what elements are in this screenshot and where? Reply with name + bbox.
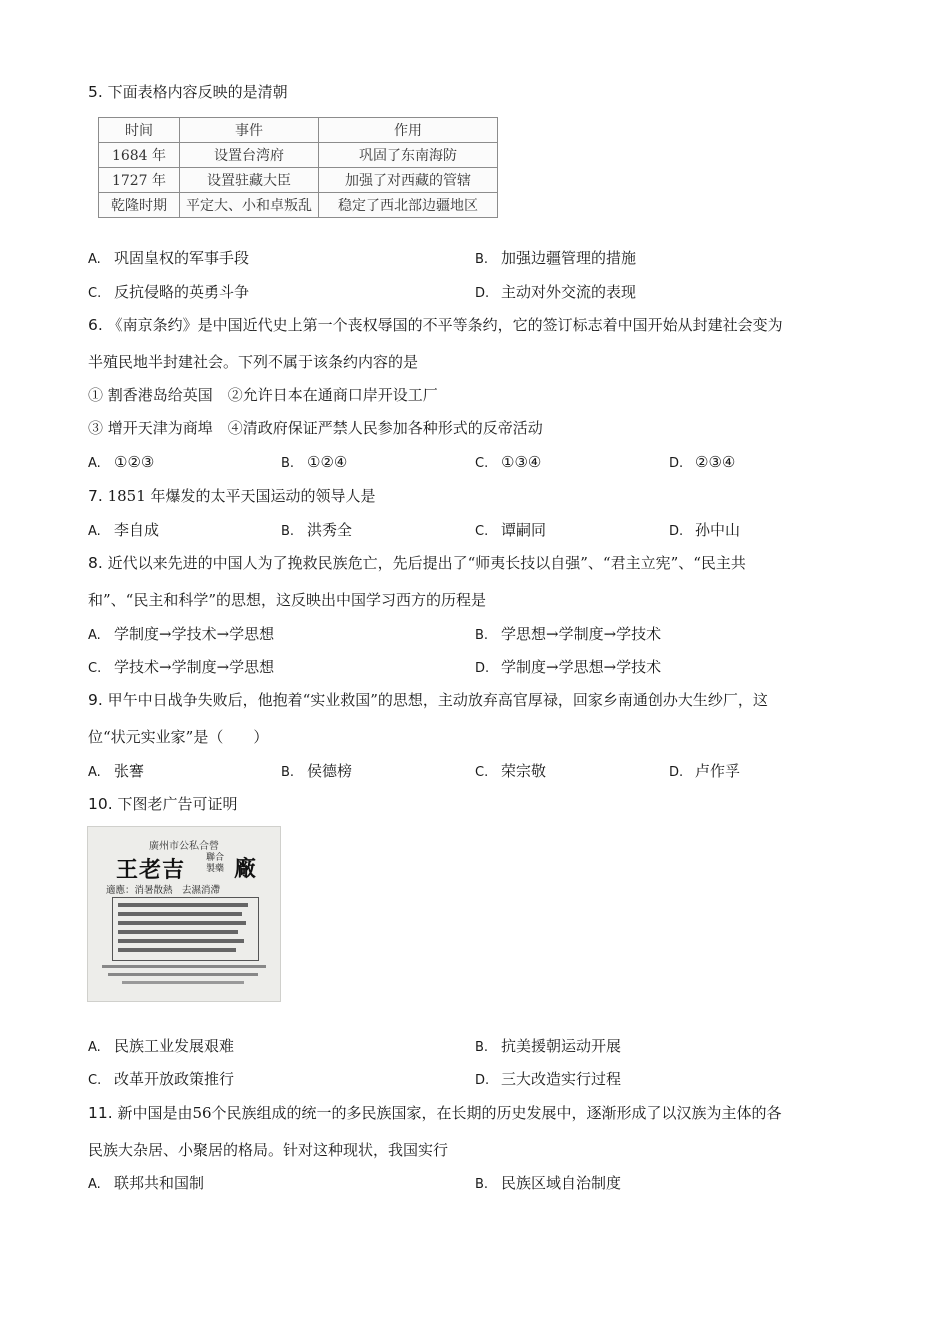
ad-product-line [118,939,244,943]
option-text: 联邦共和国制 [114,1174,205,1192]
q9-option-c[interactable] [475,761,546,783]
option-label: C. [475,456,489,471]
option-text: 孙中山 [695,521,741,539]
option-label: D. [669,524,684,539]
q11-option-a[interactable] [88,1173,204,1195]
ad-product-line [118,903,248,907]
q8-option-c[interactable] [88,657,274,679]
table-cell: 1727 年 [99,168,180,193]
option-label: C. [475,524,489,539]
table-header-row [99,118,498,143]
option-text: 学思想→学制度→学技术 [501,625,662,643]
q8-option-a[interactable] [88,624,274,646]
table-cell: 1684 年 [99,143,180,168]
question-number: 5. [88,83,103,101]
q5-option-c[interactable] [88,282,249,304]
question-text: 新中国是由56个民族组成的统一的多民族国家，在长期的历史发展中，逐渐形成了以汉族为主体的各 [117,1104,782,1122]
q8-option-d[interactable] [475,657,661,679]
option-label: C. [88,1073,102,1088]
option-label: B. [475,1177,489,1192]
option-label: D. [669,765,684,780]
q9-option-a[interactable] [88,761,144,783]
question-text: 甲午中日战争失败后，他抱着“实业救国”的思想，主动放弃高官厚禄，回家乡南通创办大生纱厂，这 [107,691,768,709]
option-text: 学制度→学思想→学技术 [501,658,662,676]
ad-factory-text: 廠 [234,856,257,882]
option-label: A. [88,628,101,643]
option-label: A. [88,456,101,471]
table-cell: 加强了对西藏的管辖 [319,168,498,193]
q6-option-a[interactable] [88,452,154,474]
question-text: 和”、“民主和科学”的思想，这反映出中国学习西方的历程是 [88,591,487,609]
item-text: ① 割香港岛给英国 ②允许日本在通商口岸开设工厂 [88,386,438,404]
ad-footer-line [102,965,266,968]
ad-product-line [118,912,242,916]
table-header-cell: 时间 [99,118,180,143]
question-number: 9. [88,691,103,709]
table-row [99,143,498,168]
option-label: A. [88,765,101,780]
question-text: 近代以来先进的中国人为了挽救民族危亡，先后提出了“师夷长技以自强”、“君主立宪”、“民主共 [107,554,746,572]
option-text: ②③④ [695,453,736,471]
option-label: B. [475,628,489,643]
question-5-table [98,117,498,218]
q5-option-d[interactable] [475,282,636,304]
question-number: 11. [88,1104,113,1122]
question-text: 《南京条约》是中国近代史上第一个丧权辱国的不平等条约，它的签订标志着中国开始从封建社会变为 [107,316,783,334]
q5-option-a[interactable] [88,248,249,270]
table-cell: 设置台湾府 [180,143,319,168]
question-number: 8. [88,554,103,572]
ad-header-text: 廣州市公私合營 [149,841,219,852]
option-text: 反抗侵略的英勇斗争 [114,283,250,301]
option-text: 加强边疆管理的措施 [501,249,637,267]
ad-sub-text: 聯合 製藥 [206,853,225,874]
question-number: 6. [88,316,103,334]
table-cell: 平定大、小和卓叛乱 [180,193,319,218]
option-label: A. [88,252,101,267]
option-label: B. [475,252,489,267]
option-label: B. [281,456,295,471]
question-8-stem-cont [88,590,486,610]
question-number: 7. [88,487,103,505]
q11-option-b[interactable] [475,1173,621,1195]
option-text: 学制度→学技术→学思想 [114,625,275,643]
question-text: 民族大杂居、小聚居的格局。针对这种现状，我国实行 [88,1141,449,1159]
q10-option-b[interactable] [475,1036,621,1058]
ad-use-text: 適應：消暑散熱 去濕消滯 [106,885,221,896]
ad-product-line [118,930,238,934]
question-5-stem [88,82,288,102]
question-text: 下面表格内容反映的是清朝 [107,83,288,101]
option-text: 民族区域自治制度 [501,1174,622,1192]
option-text: 洪秀全 [307,521,353,539]
option-text: ①③④ [501,453,542,471]
option-text: 卢作孚 [695,762,741,780]
item-text: ③ 增开天津为商埠 ④清政府保证严禁人民参加各种形式的反帝活动 [88,419,543,437]
option-text: 巩固皇权的军事手段 [114,249,250,267]
option-label: D. [475,661,490,676]
question-text: 1851 年爆发的太平天国运动的领导人是 [107,487,376,505]
q7-option-b[interactable] [281,520,352,542]
q10-option-a[interactable] [88,1036,234,1058]
q10-option-c[interactable] [88,1069,234,1091]
question-6-items-2 [88,418,543,438]
question-7-stem [88,486,376,506]
table-cell: 巩固了东南海防 [319,143,498,168]
option-label: D. [475,286,490,301]
option-label: A. [88,524,101,539]
option-label: A. [88,1040,101,1055]
question-6-stem-cont [88,352,418,372]
option-text: 学技术→学制度→学思想 [114,658,275,676]
option-text: 侯德榜 [307,762,353,780]
ad-brand-text: 王老吉 [116,857,186,883]
question-11-stem [88,1103,782,1123]
question-text: 位“状元实业家”是（ ） [88,728,269,746]
question-10-stem [88,794,237,814]
table-header-cell: 作用 [319,118,498,143]
option-label: B. [475,1040,489,1055]
q9-option-d[interactable] [669,761,740,783]
question-number: 10. [88,795,113,813]
ad-footer-line [122,981,244,984]
q10-option-d[interactable] [475,1069,621,1091]
option-text: 李自成 [114,521,160,539]
question-6-items-1 [88,385,438,405]
question-9-stem [88,690,768,710]
question-11-stem-cont [88,1140,448,1160]
q5-option-b[interactable] [475,248,636,270]
question-9-stem-cont [88,727,268,747]
table-row [99,168,498,193]
option-label: D. [669,456,684,471]
option-text: 抗美援朝运动开展 [501,1037,622,1055]
option-label: B. [281,765,295,780]
option-text: 改革开放政策推行 [114,1070,235,1088]
option-text: 民族工业发展艰难 [114,1037,235,1055]
option-text: 谭嗣同 [501,521,547,539]
option-label: D. [475,1073,490,1088]
option-text: ①②③ [114,453,155,471]
option-label: C. [88,286,102,301]
q7-option-d[interactable] [669,520,740,542]
q9-option-b[interactable] [281,761,352,783]
table-row [99,193,498,218]
option-text: 主动对外交流的表现 [501,283,637,301]
option-label: C. [475,765,489,780]
ad-product-line [118,921,246,925]
q7-option-c[interactable] [475,520,546,542]
q8-option-b[interactable] [475,624,661,646]
table-header-cell: 事件 [180,118,319,143]
q7-option-a[interactable] [88,520,159,542]
question-text: 下图老广告可证明 [117,795,238,813]
question-8-stem [88,553,746,573]
option-text: ①②④ [307,453,348,471]
ad-product-line [118,948,236,952]
q6-option-b[interactable] [281,452,347,474]
question-6-stem [88,315,783,335]
question-text: 半殖民地半封建社会。下列不属于该条约内容的是 [88,353,419,371]
option-text: 荣宗敬 [501,762,547,780]
table-cell: 设置驻藏大臣 [180,168,319,193]
option-label: C. [88,661,102,676]
ad-footer-line [108,973,258,976]
table-cell: 乾隆时期 [99,193,180,218]
option-label: A. [88,1177,101,1192]
old-advertisement-image [87,826,281,1002]
table-cell: 稳定了西北部边疆地区 [319,193,498,218]
option-label: B. [281,524,295,539]
q6-option-d[interactable] [669,452,735,474]
option-text: 张謇 [114,762,145,780]
option-text: 三大改造实行过程 [501,1070,622,1088]
q6-option-c[interactable] [475,452,541,474]
